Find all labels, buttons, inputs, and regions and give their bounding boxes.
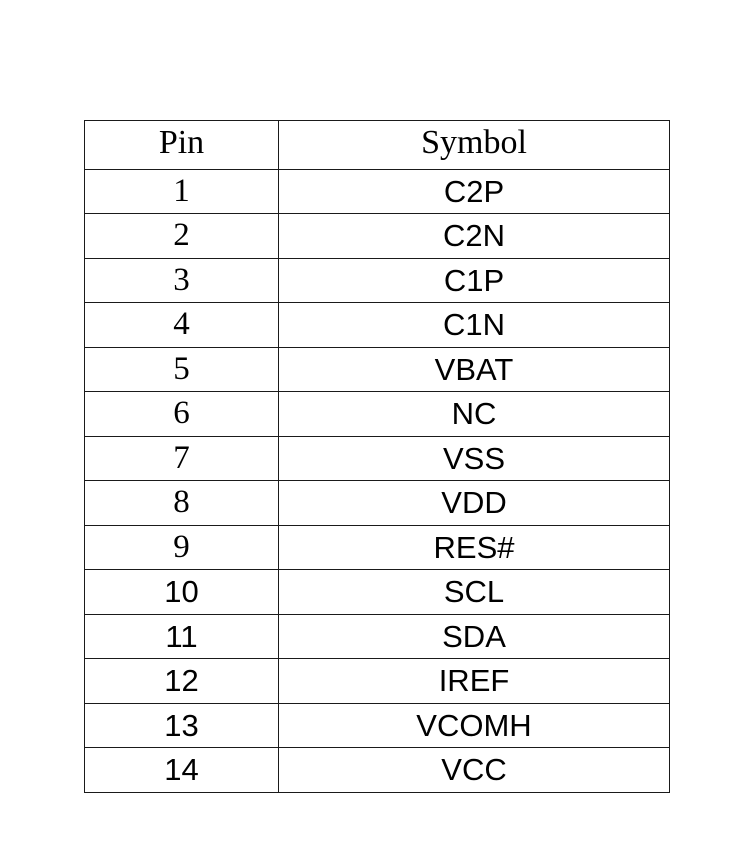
symbol-cell: C2P bbox=[279, 169, 670, 214]
table-row bbox=[85, 347, 670, 392]
pin-number-cell: 4 bbox=[85, 303, 279, 348]
symbol-cell: C1N bbox=[279, 303, 670, 348]
table-row bbox=[85, 481, 670, 526]
symbol-cell: NC bbox=[279, 392, 670, 437]
pin-number-cell: 6 bbox=[85, 392, 279, 437]
table-row bbox=[85, 614, 670, 659]
symbol-cell: RES# bbox=[279, 525, 670, 570]
pin-number-cell: 1 bbox=[85, 169, 279, 214]
pin-number-cell: 3 bbox=[85, 258, 279, 303]
symbol-cell: VDD bbox=[279, 481, 670, 526]
table-header bbox=[85, 121, 670, 170]
table-row bbox=[85, 748, 670, 793]
symbol-cell: VSS bbox=[279, 436, 670, 481]
table-row bbox=[85, 169, 670, 214]
symbol-cell: C1P bbox=[279, 258, 670, 303]
symbol-cell: VCOMH bbox=[279, 703, 670, 748]
pin-number-cell: 12 bbox=[85, 659, 279, 704]
pin-number-cell: 7 bbox=[85, 436, 279, 481]
symbol-cell: C2N bbox=[279, 214, 670, 259]
pin-column-header: Pin bbox=[85, 121, 279, 170]
table-body bbox=[85, 169, 670, 792]
table-row bbox=[85, 258, 670, 303]
pin-number-cell: 8 bbox=[85, 481, 279, 526]
header-row bbox=[85, 121, 670, 170]
symbol-cell: IREF bbox=[279, 659, 670, 704]
pin-number-cell: 13 bbox=[85, 703, 279, 748]
table-row bbox=[85, 436, 670, 481]
symbol-cell: SDA bbox=[279, 614, 670, 659]
table-row bbox=[85, 392, 670, 437]
pin-assignment-table bbox=[84, 120, 670, 793]
symbol-cell: VCC bbox=[279, 748, 670, 793]
pin-number-cell: 9 bbox=[85, 525, 279, 570]
table-row bbox=[85, 659, 670, 704]
symbol-cell: VBAT bbox=[279, 347, 670, 392]
table-row bbox=[85, 703, 670, 748]
pin-number-cell: 2 bbox=[85, 214, 279, 259]
table-row bbox=[85, 570, 670, 615]
table-row bbox=[85, 525, 670, 570]
table-row bbox=[85, 303, 670, 348]
symbol-column-header: Symbol bbox=[279, 121, 670, 170]
pin-number-cell: 14 bbox=[85, 748, 279, 793]
pin-number-cell: 5 bbox=[85, 347, 279, 392]
table-row bbox=[85, 214, 670, 259]
symbol-cell: SCL bbox=[279, 570, 670, 615]
pin-number-cell: 11 bbox=[85, 614, 279, 659]
pin-number-cell: 10 bbox=[85, 570, 279, 615]
